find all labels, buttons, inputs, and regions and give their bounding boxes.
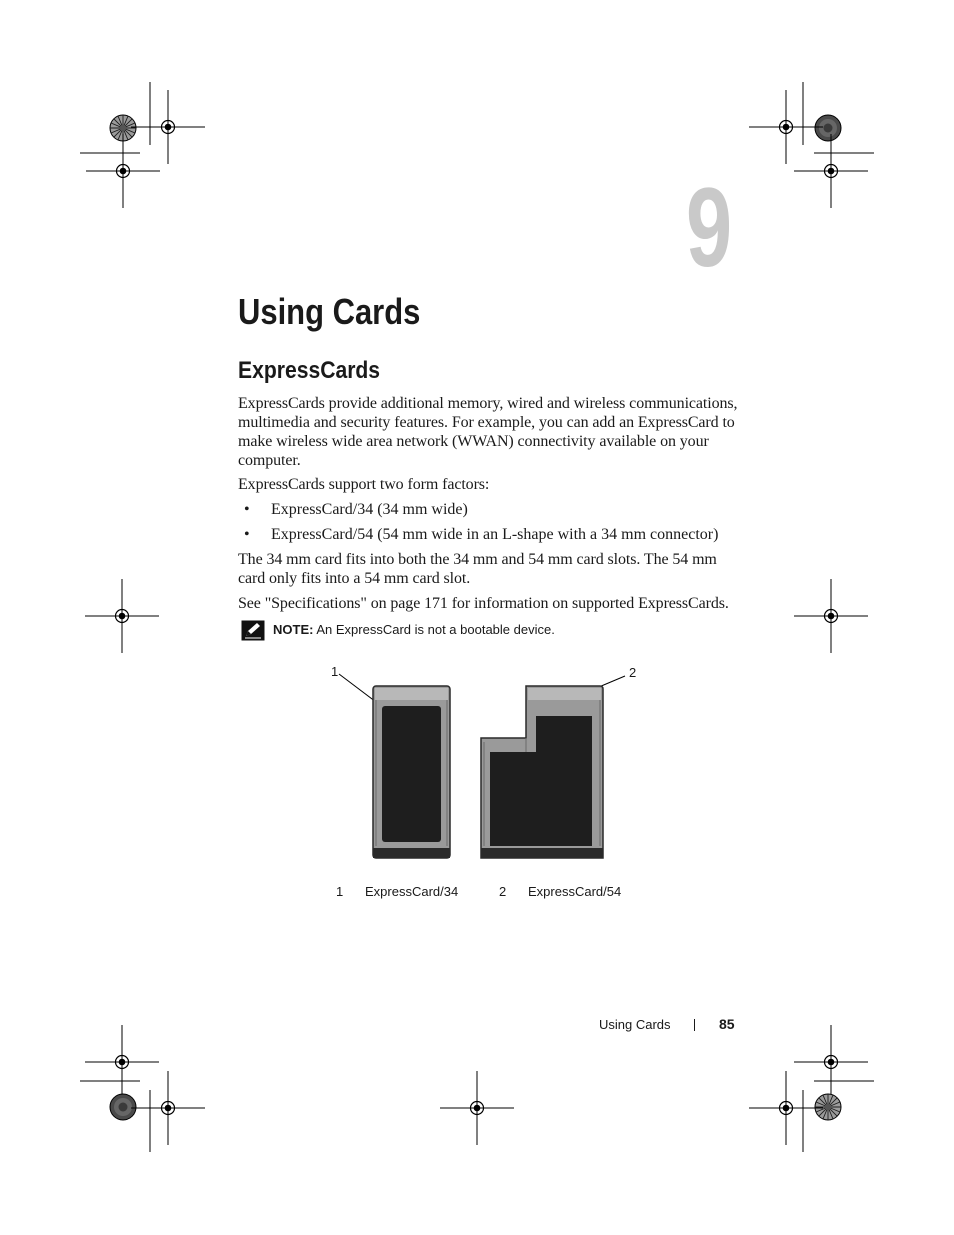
form-factors-intro: ExpressCards support two form factors: (238, 476, 490, 493)
expresscard-54-illustration (481, 686, 603, 858)
note-label: NOTE: (273, 622, 314, 637)
specs-paragraph: See "Specifications" on page 171 for information on supported ExpressCards. (238, 595, 729, 612)
expresscard-34-illustration (373, 686, 450, 858)
legend-label: ExpressCard/34 (365, 884, 459, 899)
figure-callout-2: 2 (629, 665, 637, 680)
intro-paragraph: ExpressCards provide additional memory, wired and wireless communications, multimedia and security features. For example, you can add an ExpressCard to make wireless wide area network (WWAN) connectivity available on your computer. (238, 395, 738, 469)
footer-divider (694, 1019, 695, 1031)
bullet-item: ExpressCard/54 (54 mm wide in an L-shape with a 34 mm connector) (271, 526, 719, 543)
legend-number: 1 (336, 884, 344, 899)
expresscard-figure (320, 660, 650, 865)
chapter-number: 9 (686, 165, 733, 290)
section-title: ExpressCards (238, 357, 381, 384)
note (273, 621, 555, 639)
note-text: An ExpressCard is not a bootable device. (316, 622, 555, 637)
bullet-item: ExpressCard/34 (34 mm wide) (271, 501, 468, 518)
chapter-title: Using Cards (238, 291, 421, 332)
bullet-symbol: • (244, 501, 250, 518)
fit-paragraph: The 34 mm card fits into both the 34 mm and 54 mm card slots. The 54 mm card only fits into a 54 mm card slot. (238, 551, 717, 587)
page-number: 85 (719, 1016, 735, 1032)
figure-callout-1: 1 (331, 664, 339, 679)
footer-section-name: Using Cards (599, 1017, 671, 1032)
bullet-symbol: • (244, 526, 250, 543)
legend-number: 2 (499, 884, 507, 899)
legend-label: ExpressCard/54 (528, 884, 622, 899)
note-pencil-icon (241, 620, 265, 641)
